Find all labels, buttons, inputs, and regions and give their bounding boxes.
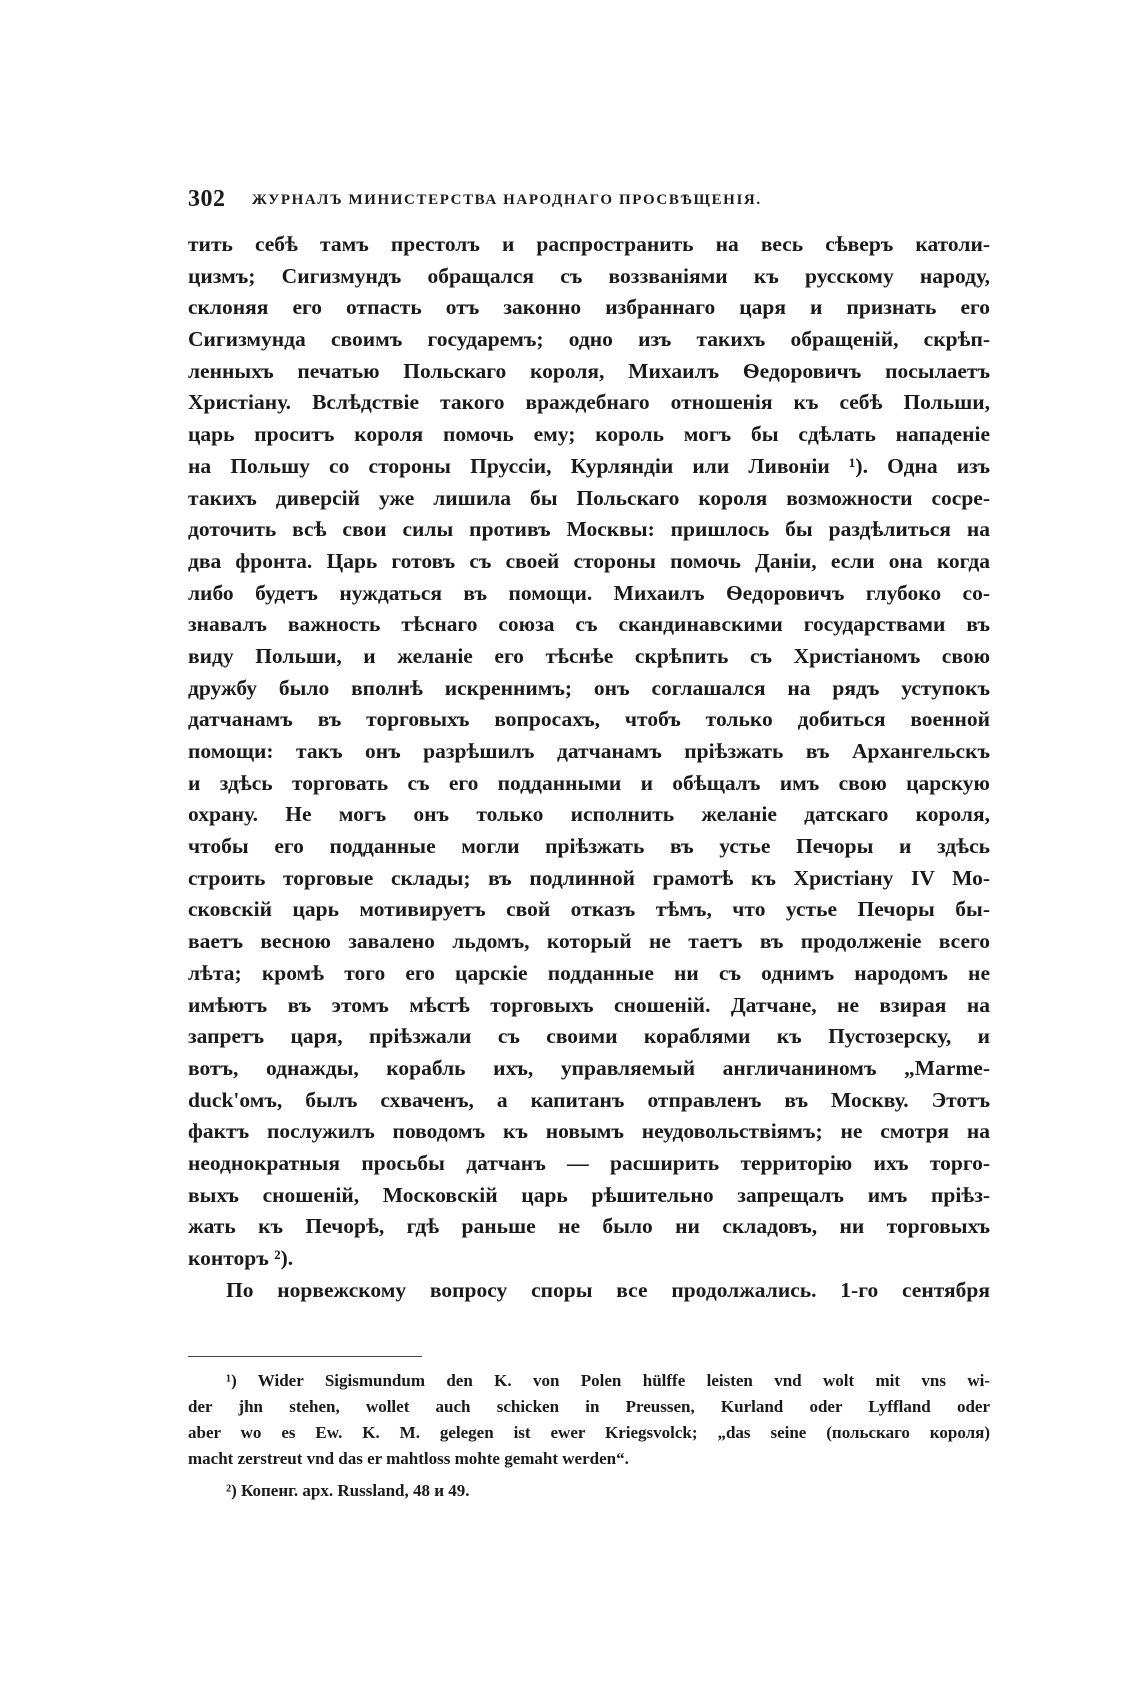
text-line: Христіану. Вслѣдствіе такого враждебнаго отношенія къ себѣ Польши, xyxy=(188,390,990,415)
footnote-rule xyxy=(188,1356,422,1357)
text-line: ленныхъ печатью Польскаго короля, Михаилъ Ѳедоровичъ посылаетъ xyxy=(188,358,990,383)
text-line: цизмъ; Сигизмундъ обращался съ воззваніями къ русскому народу, xyxy=(188,263,990,288)
body-text xyxy=(188,229,990,1306)
text-line: выхъ сношеній, Московскій царь рѣшительно запрещалъ имъ пріѣз- xyxy=(188,1182,990,1207)
text-line: либо будетъ нуждаться въ помощи. Михаилъ Ѳедоровичъ глубоко со- xyxy=(188,580,990,605)
footnotes xyxy=(188,1368,990,1504)
page-number: 302 xyxy=(188,186,226,212)
text-line: По норвежскому вопросу споры все продолжались. 1-го сентября xyxy=(226,1277,990,1302)
text-line: чтобы его подданные могли пріѣзжать въ устье Печоры и здѣсь xyxy=(188,834,990,859)
text-line: сковскій царь мотивируетъ свой отказъ тѣмъ, что устье Печоры бы- xyxy=(188,897,990,922)
text-line: тить себѣ тамъ престолъ и распространить на весь сѣверъ католи- xyxy=(188,232,990,256)
text-line: помощи: такъ онъ разрѣшилъ датчанамъ пріѣзжать въ Архангельскъ xyxy=(188,739,990,763)
text-line: фактъ послужилъ поводомъ къ новымъ неудовольствіямъ; не смотря на xyxy=(188,1119,990,1144)
footnote-line: ²) Копенг. арх. Russland, 48 и 49. xyxy=(226,1481,470,1500)
text-line: конторъ ²). xyxy=(188,1246,294,1270)
text-line: датчанамъ въ торговыхъ вопросахъ, чтобъ только добиться военной xyxy=(188,707,990,732)
running-title: ЖУРНАЛЪ МИНИСТЕРСТВА НАРОДНАГО ПРОСВѢЩЕНІЯ. xyxy=(252,192,762,208)
footnote-1 xyxy=(188,1368,990,1472)
text-line: и здѣсь торговать съ его подданными и обѣщалъ имъ свою царскую xyxy=(188,770,990,795)
footnote-line: aber wo es Ew. K. M. gelegen ist ewer Kriegsvolck; „das seine (польскаго короля) xyxy=(188,1423,990,1442)
text-line: дружбу было вполнѣ искреннимъ; онъ соглашался на рядъ уступокъ xyxy=(188,675,990,700)
text-line: царь проситъ короля помочь ему; король могъ бы сдѣлать нападеніе xyxy=(188,422,990,447)
text-line: доточить всѣ свои силы противъ Москвы: пришлось бы раздѣлиться на xyxy=(188,517,990,542)
text-line: неоднократныя просьбы датчанъ — расширить территорію ихъ торго- xyxy=(188,1150,990,1175)
text-line: строить торговые склады; въ подлинной грамотѣ къ Христіану IV Мо- xyxy=(188,865,990,890)
text-line: запретъ царя, пріѣзжали съ своими кораблями къ Пустозерску, и xyxy=(188,1024,990,1049)
text-line: Сигизмунда своимъ государемъ; одно изъ такихъ обращеній, скрѣп- xyxy=(188,327,990,352)
text-line: лѣта; кромѣ того его царскіе подданные ни съ однимъ народомъ не xyxy=(188,960,990,985)
text-line: вотъ, однажды, корабль ихъ, управляемый англичаниномъ „Marme- xyxy=(188,1055,990,1080)
text-line: ваетъ весною завалено льдомъ, который не таетъ въ продолженіе всего xyxy=(188,929,990,954)
text-line: знавалъ важность тѣснаго союза съ скандинавскими государствами въ xyxy=(188,612,990,637)
footnote-line: der jhn stehen, wollet auch schicken in Preussen, Kurland oder Lyffland oder xyxy=(188,1397,990,1416)
footnote-line: ¹) Wider Sigismundum den K. von Polen hülffe leisten vnd wolt mit vns wi- xyxy=(226,1371,990,1390)
text-line: склоняя его отпасть отъ законно избраннаго царя и признать его xyxy=(188,295,990,320)
text-line: имѣютъ въ этомъ мѣстѣ торговыхъ сношеній. Датчане, не взирая на xyxy=(188,992,990,1017)
text-line: два фронта. Царь готовъ съ своей стороны помочь Даніи, если она когда xyxy=(188,548,990,573)
text-line: такихъ диверсій уже лишила бы Польскаго короля возможности сосре- xyxy=(188,485,990,510)
text-line: на Польшу со стороны Пруссіи, Курляндіи или Ливоніи ¹). Одна изъ xyxy=(188,453,990,478)
text-line: duck'омъ, былъ схваченъ, а капитанъ отправленъ въ Москву. Этотъ xyxy=(188,1087,990,1112)
footnote-2 xyxy=(188,1478,990,1504)
text-line: жать къ Печорѣ, гдѣ раньше не было ни складовъ, ни торговыхъ xyxy=(188,1214,990,1239)
footnote-line: macht zerstreut vnd das er mahtloss mohte gemaht werden“. xyxy=(188,1449,629,1468)
text-line: виду Польши, и желаніе его тѣснѣе скрѣпить съ Христіаномъ свою xyxy=(188,643,990,668)
page-header xyxy=(188,186,988,216)
text-line: охрану. Не могъ онъ только исполнить желаніе датскаго короля, xyxy=(188,802,990,827)
